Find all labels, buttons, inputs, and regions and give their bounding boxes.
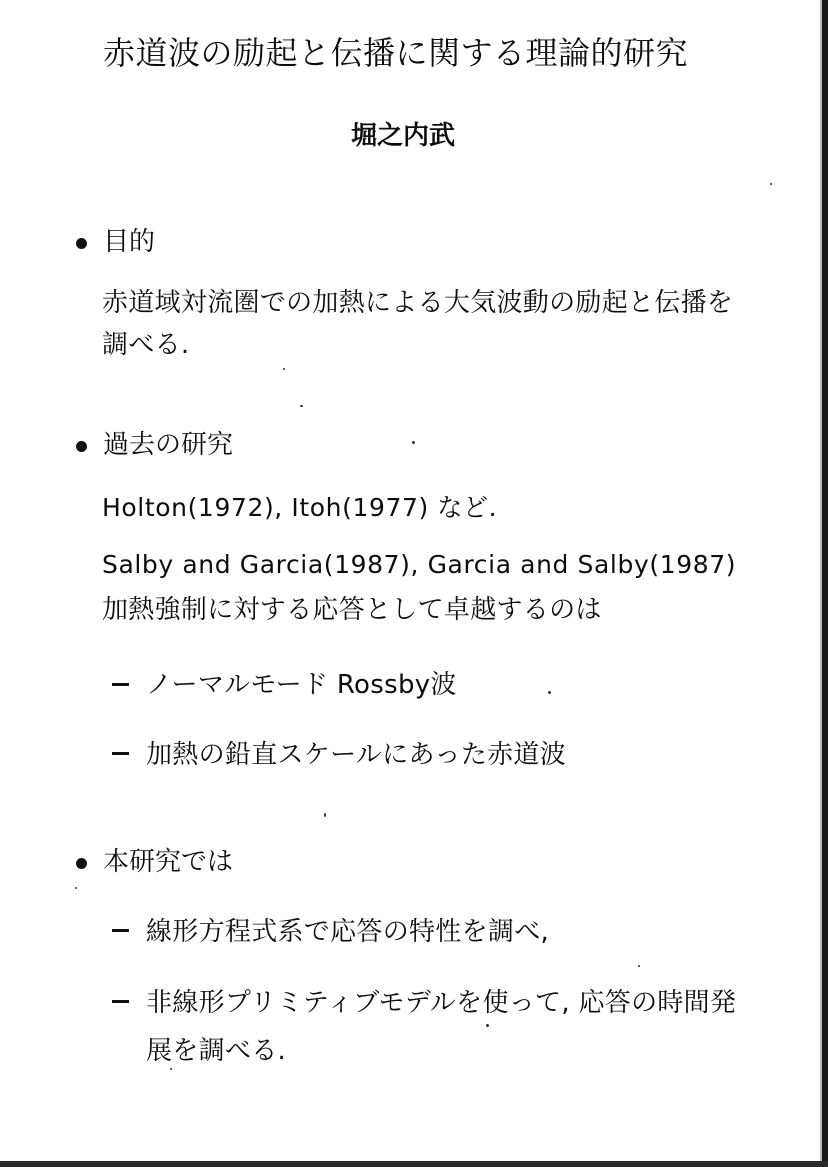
scan-bottom-edge xyxy=(0,1161,828,1167)
dash-marker xyxy=(112,929,129,932)
scan-speck xyxy=(170,1068,172,1070)
scan-speck xyxy=(324,813,326,817)
this-study-item-2-continued: 展を調べる. xyxy=(146,1036,287,1066)
section-heading-previous-studies: 過去の研究 xyxy=(103,430,234,460)
dash-marker xyxy=(112,752,129,755)
scan-speck xyxy=(638,965,640,967)
this-study-item-2: 非線形プリミティブモデルを使って, 応答の時間発 xyxy=(146,988,737,1018)
previous-studies-line-1: Holton(1972), Itoh(1977) など. xyxy=(102,493,498,522)
previous-studies-item-2: 加熱の鉛直スケールにあった赤道波 xyxy=(146,740,567,770)
bullet-icon xyxy=(76,238,87,249)
previous-studies-item-1: ノーマルモード Rossby波 xyxy=(146,670,457,700)
bullet-icon xyxy=(76,858,87,869)
scan-edge xyxy=(822,0,828,1167)
scan-speck xyxy=(412,441,415,444)
bullet-icon xyxy=(76,441,87,452)
scan-speck xyxy=(283,368,285,370)
dash-marker xyxy=(112,1000,129,1003)
purpose-line-2: 調べる. xyxy=(102,330,190,360)
previous-studies-line-3: 加熱強制に対する応答として卓越するのは xyxy=(102,595,602,625)
scan-speck xyxy=(548,691,551,694)
scan-speck xyxy=(75,887,77,889)
document-author: 堀之内武 xyxy=(351,121,456,151)
section-heading-purpose: 目的 xyxy=(103,227,156,257)
previous-studies-line-2: Salby and Garcia(1987), Garcia and Salby(1987) xyxy=(102,550,737,579)
scan-speck xyxy=(770,183,772,185)
scan-speck xyxy=(300,405,303,407)
scan-speck xyxy=(486,1024,489,1027)
document-title: 赤道波の励起と伝播に関する理論的研究 xyxy=(103,34,689,72)
section-heading-this-study: 本研究では xyxy=(103,847,234,877)
purpose-line-1: 赤道域対流圏での加熱による大気波動の励起と伝播を xyxy=(102,288,734,318)
this-study-item-1: 線形方程式系で応答の特性を調べ, xyxy=(146,917,550,947)
dash-marker xyxy=(112,683,129,686)
